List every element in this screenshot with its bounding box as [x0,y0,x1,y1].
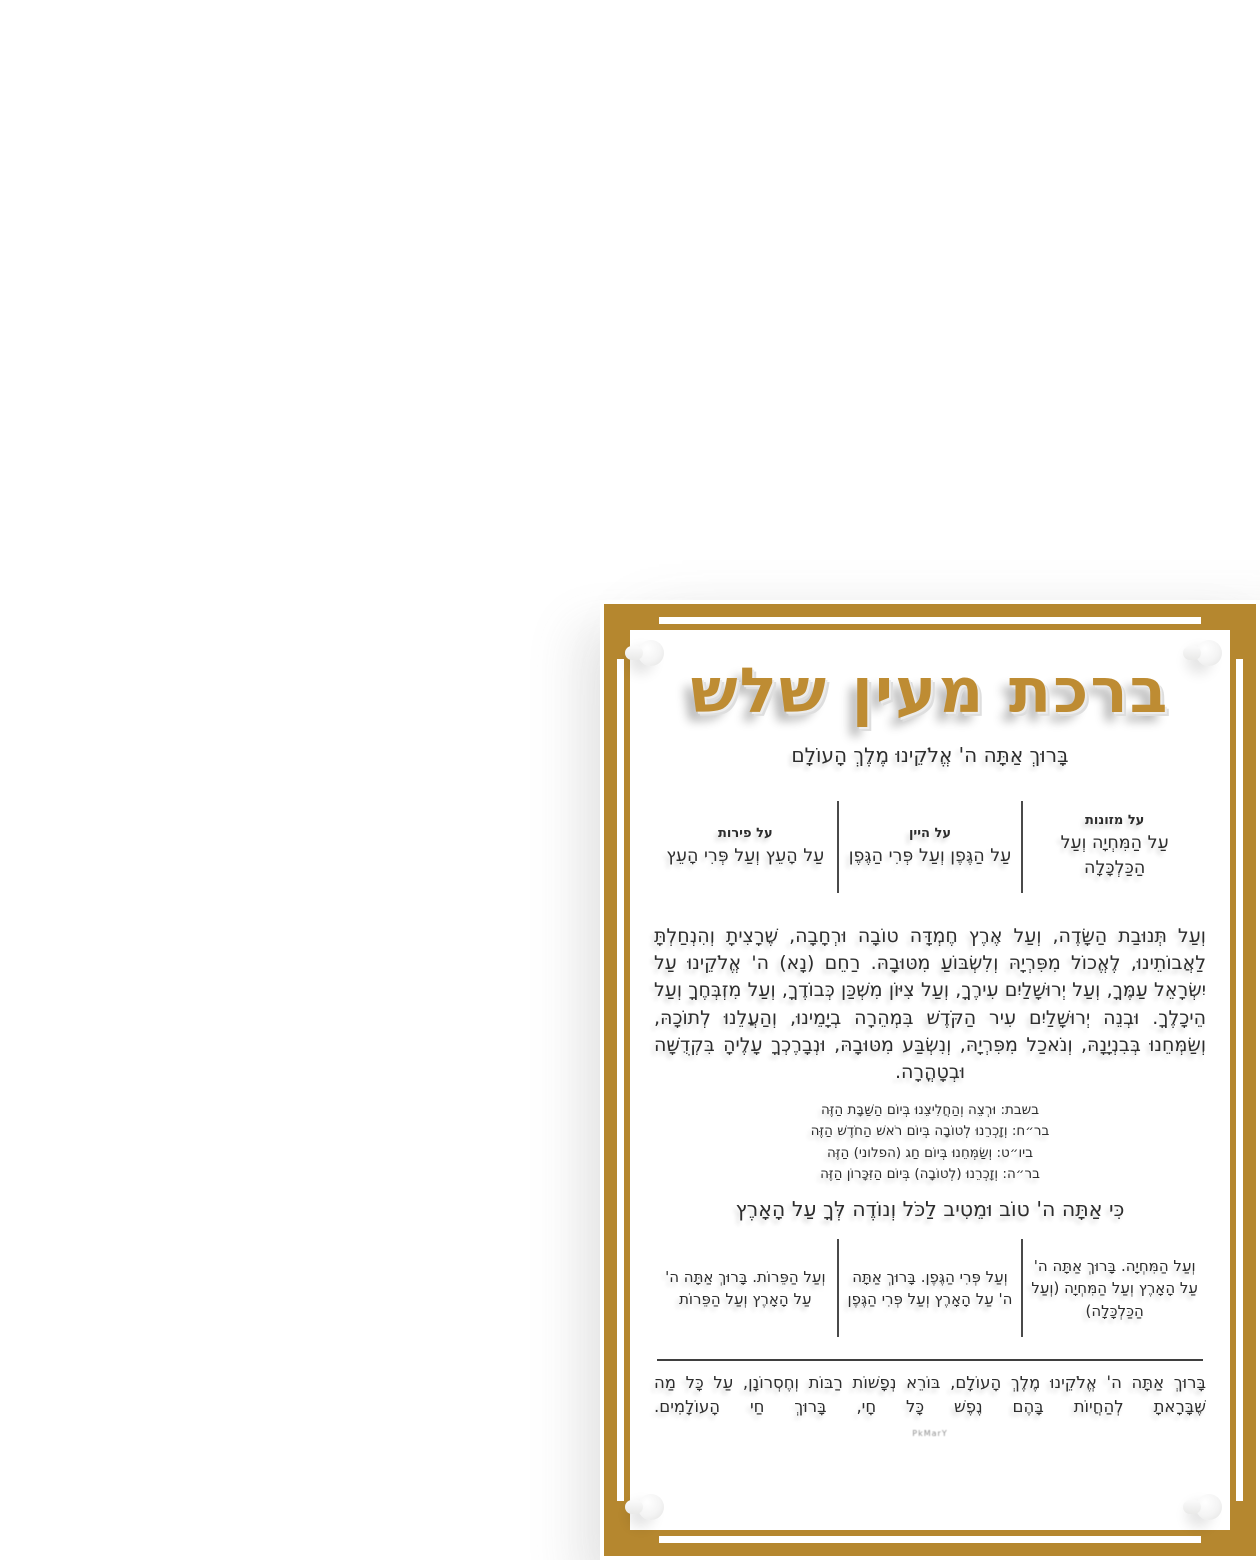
occasion-insertions [654,1100,1206,1185]
acrylic-plaque-wrap [600,600,1260,1560]
frame-stripe-top [659,617,1201,624]
ki-atah-line: כִּי אַתָּה ה' טוֹב וּמֵטִיב לַכֹּל וְנוֹדֶה לְּךָ עַל הָאָרֶץ [735,1197,1125,1222]
column-divider [837,801,839,893]
column-fruit-header: על פירות [718,825,773,841]
frame-stripe-bottom [659,1536,1201,1543]
main-paragraph: וְעַל תְּנוּבַת הַשָּׂדֶה, וְעַל אֶרֶץ חֶמְדָּה טוֹבָה וּרְחָבָה, שֶׁרָצִיתָ וְהִנְחַלְתָּ לַאֲבוֹתֵינוּ, לֶאֱכוֹל מִפִּרְיָהּ וְלִשְׂבּוֹעַ מִטּוּבָהּ. רַחֵם (נָא) ה' אֱלֹקֵינוּ עַל יִשְׂרָאֵל עַמֶּךָ, וְעַל יְרוּשָׁלַיִם עִירֶךָ, וְעַל צִיּוֹן מִשְׁכַּן כְּבוֹדֶךָ, וְעַל מִזְבְּחֶךָ וְעַל הֵיכָלֶךָ. וּבְנֵה יְרוּשָׁלַיִם עִיר הַקֹּדֶשׁ בִּמְהֵרָה בְיָמֵינוּ, וְהַעֲלֵנוּ לְתוֹכָהּ, וְשַׂמְּחֵנוּ בְּבִנְיָנָהּ, וְנֹאכַל מִפִּרְיָהּ, וְנִשְׂבַּע מִטּוּבָהּ, וּנְבָרֶכְךָ עָלֶיהָ בִּקְדֻשָּׁה וּבְטָהֳרָה. [654,925,1206,1083]
borei-nefashot-paragraph: בָּרוּךְ אַתָּה ה' אֱלֹקֵינוּ מֶלֶךְ הָעוֹלָם, בּוֹרֵא נְפָשׁוֹת רַבּוֹת וְחֶסְרוֹנָן, עַל כָּל מַה שֶּׁבָּרָאתָ לְהַחֲיוֹת בָּהֶם נֶפֶשׁ כָּל חָי, בָּרוּךְ חַי הָעוֹלָמִים. [654,1373,1206,1417]
top-columns [654,801,1206,893]
column-mezonot-body: עַל הַמִּחְיָה וְעַל הַכַּלְכָּלָה [1060,833,1169,879]
plaque-title: ברכת מעין שלש [690,654,1170,727]
frame-stripe-right [1236,659,1243,1501]
opening-blessing: בָּרוּךְ אַתָּה ה' אֱלֹקֵינוּ מֶלֶךְ הָעוֹלָם [791,743,1069,768]
column-mezonot [1023,813,1206,881]
column-divider [1021,801,1023,893]
insertion-rosh-hashana: בר״ה: וְזָכְרֵנוּ (לְטוֹבָה) בְּיוֹם הַזִּכָּרוֹן הַזֶּה [820,1166,1040,1183]
section-divider-line [657,1359,1203,1361]
column-fruit [654,826,837,869]
plaque-content [630,630,1230,1530]
frame-stripe-left [617,659,624,1501]
insertion-rosh-chodesh: בר״ח: וְזָכְרֵנוּ לְטוֹבָה בְּיוֹם רֹאשׁ הַחֹדֶשׁ הַזֶּה [810,1123,1050,1140]
closing-column-mezonot: וְעַל הַמִּחְיָה. בָּרוּךְ אַתָּה ה' עַל הָאָרֶץ וְעַל הַמִּחְיָה (וְעַל הַכַּלְכָּלָה) [1031,1256,1198,1320]
insertion-shabbat: בשבת: וּרְצֵה וְהַחֲלִיצֵנוּ בְּיוֹם הַשַּׁבָּת הַזֶּה [820,1102,1040,1119]
acrylic-plaque [600,600,1260,1560]
column-wine-body: עַל הַגֶּפֶן וְעַל פְּרִי הַגֶּפֶן [848,845,1012,866]
closing-columns [654,1239,1206,1337]
column-mezonot-header: על מזונות [1084,813,1145,829]
closing-column-wine: וְעַל פְּרִי הַגֶּפֶן. בָּרוּךְ אַתָּה ה' עַל הָאָרֶץ וְעַל פְּרִי הַגֶּפֶן [847,1267,1013,1309]
column-divider [837,1239,839,1337]
closing-column-fruit: וְעַל הַפֵּרוֹת. בָּרוּךְ אַתָּה ה' עַל הָאָרֶץ וְעַל הַפֵּרוֹת [665,1267,826,1309]
column-divider [1021,1239,1023,1337]
column-wine [839,826,1022,869]
insertion-yom-tov: ביו״ט: וְשַׂמְּחֵנוּ בְּיוֹם חַג (הפלוני) הַזֶּה [827,1144,1033,1161]
column-wine-header: על היין [908,825,952,841]
maker-logo: PkMarY [912,1429,948,1439]
column-fruit-body: עַל הָעֵץ וְעַל פְּרִי הָעֵץ [666,845,825,866]
